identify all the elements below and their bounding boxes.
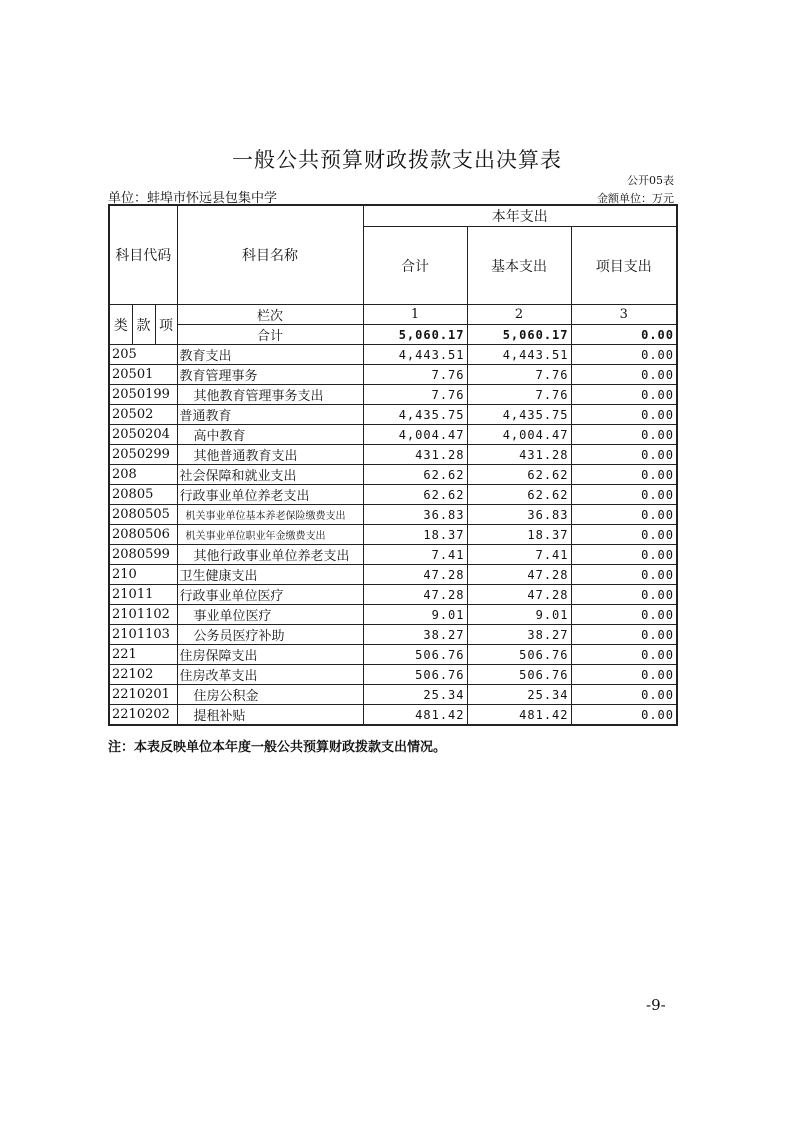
row-basic: 25.34 xyxy=(467,685,571,705)
row-basic: 506.76 xyxy=(467,645,571,665)
row-code: 221 xyxy=(109,645,177,665)
row-project: 0.00 xyxy=(571,705,677,726)
row-project: 0.00 xyxy=(571,425,677,445)
table-row xyxy=(109,645,677,665)
row-code: 21011 xyxy=(109,585,177,605)
row-basic: 4,443.51 xyxy=(467,345,571,365)
row-basic: 431.28 xyxy=(467,445,571,465)
row-basic: 18.37 xyxy=(467,525,571,545)
reporting-unit: 单位：蚌埠市怀远县包集中学 xyxy=(108,191,278,206)
table-row xyxy=(109,665,677,685)
row-basic: 4,435.75 xyxy=(467,405,571,425)
row-basic: 7.76 xyxy=(467,385,571,405)
amount-unit: 金额单位：万元 xyxy=(597,192,674,205)
row-code: 210 xyxy=(109,565,177,585)
header-code: 科目代码 xyxy=(109,205,177,305)
row-total: 506.76 xyxy=(363,665,467,685)
header-lei: 类 xyxy=(109,305,132,345)
row-project: 0.00 xyxy=(571,565,677,585)
row-name: 住房保障支出 xyxy=(177,645,363,665)
row-name: 行政事业单位养老支出 xyxy=(177,485,363,505)
row-code: 20502 xyxy=(109,405,177,425)
page-title: 一般公共预算财政拨款支出决算表 xyxy=(232,148,562,172)
row-basic: 4,004.47 xyxy=(467,425,571,445)
row-total: 4,435.75 xyxy=(363,405,467,425)
header-column-label: 栏次 xyxy=(177,305,363,325)
table-row xyxy=(109,485,677,505)
form-number: 公开05表 xyxy=(627,174,674,187)
row-code: 2050199 xyxy=(109,385,177,405)
row-name: 行政事业单位医疗 xyxy=(177,585,363,605)
row-name: 高中教育 xyxy=(177,425,363,445)
total-row-basic: 5,060.17 xyxy=(467,325,571,345)
table-row xyxy=(109,385,677,405)
table-row xyxy=(109,465,677,485)
row-name: 其他教育管理事务支出 xyxy=(177,385,363,405)
table-row xyxy=(109,425,677,445)
row-project: 0.00 xyxy=(571,545,677,565)
table-row xyxy=(109,445,677,465)
row-project: 0.00 xyxy=(571,585,677,605)
row-name: 公务员医疗补助 xyxy=(177,625,363,645)
row-basic: 38.27 xyxy=(467,625,571,645)
row-total: 7.76 xyxy=(363,385,467,405)
row-total: 25.34 xyxy=(363,685,467,705)
row-name: 其他普通教育支出 xyxy=(177,445,363,465)
row-name: 提租补贴 xyxy=(177,705,363,726)
header-name: 科目名称 xyxy=(177,205,363,305)
row-basic: 47.28 xyxy=(467,565,571,585)
table-row xyxy=(109,365,677,385)
row-code: 20805 xyxy=(109,485,177,505)
row-code: 2050299 xyxy=(109,445,177,465)
row-name: 教育支出 xyxy=(177,345,363,365)
row-code: 2101102 xyxy=(109,605,177,625)
row-total: 62.62 xyxy=(363,485,467,505)
row-project: 0.00 xyxy=(571,665,677,685)
header-col-2: 2 xyxy=(467,305,571,325)
row-code: 2080505 xyxy=(109,505,177,525)
row-code: 2050204 xyxy=(109,425,177,445)
row-total: 38.27 xyxy=(363,625,467,645)
row-total: 62.62 xyxy=(363,465,467,485)
row-total: 7.76 xyxy=(363,365,467,385)
header-current-year: 本年支出 xyxy=(363,205,677,227)
footnote: 注：本表反映单位本年度一般公共预算财政拨款支出情况。 xyxy=(108,740,447,755)
row-code: 2210201 xyxy=(109,685,177,705)
row-name: 其他行政事业单位养老支出 xyxy=(177,545,363,565)
row-basic: 7.76 xyxy=(467,365,571,385)
table-row xyxy=(109,685,677,705)
row-project: 0.00 xyxy=(571,525,677,545)
table-row xyxy=(109,705,677,726)
row-basic: 36.83 xyxy=(467,505,571,525)
row-project: 0.00 xyxy=(571,465,677,485)
row-total: 506.76 xyxy=(363,645,467,665)
row-basic: 62.62 xyxy=(467,485,571,505)
row-total: 18.37 xyxy=(363,525,467,545)
row-total: 9.01 xyxy=(363,605,467,625)
row-code: 20501 xyxy=(109,365,177,385)
table-row xyxy=(109,585,677,605)
row-total: 36.83 xyxy=(363,505,467,525)
row-code: 2080506 xyxy=(109,525,177,545)
header-project: 项目支出 xyxy=(571,227,677,305)
row-code: 208 xyxy=(109,465,177,485)
table-row xyxy=(109,405,677,425)
table-row xyxy=(109,525,677,545)
row-code: 2101103 xyxy=(109,625,177,645)
row-name: 住房公积金 xyxy=(177,685,363,705)
row-basic: 481.42 xyxy=(467,705,571,726)
row-project: 0.00 xyxy=(571,645,677,665)
row-name: 社会保障和就业支出 xyxy=(177,465,363,485)
row-project: 0.00 xyxy=(571,445,677,465)
row-total: 431.28 xyxy=(363,445,467,465)
row-name: 卫生健康支出 xyxy=(177,565,363,585)
row-name: 机关事业单位基本养老保险缴费支出 xyxy=(177,505,363,525)
table-row xyxy=(109,625,677,645)
row-total: 7.41 xyxy=(363,545,467,565)
row-project: 0.00 xyxy=(571,605,677,625)
row-total: 4,004.47 xyxy=(363,425,467,445)
row-project: 0.00 xyxy=(571,625,677,645)
row-basic: 9.01 xyxy=(467,605,571,625)
header-col-3: 3 xyxy=(571,305,677,325)
table-row xyxy=(109,505,677,525)
row-name: 普通教育 xyxy=(177,405,363,425)
row-project: 0.00 xyxy=(571,345,677,365)
row-code: 2080599 xyxy=(109,545,177,565)
page-number: -9- xyxy=(646,996,666,1014)
header-xiang: 项 xyxy=(155,305,177,345)
row-project: 0.00 xyxy=(571,405,677,425)
row-project: 0.00 xyxy=(571,385,677,405)
row-basic: 506.76 xyxy=(467,665,571,685)
row-basic: 47.28 xyxy=(467,585,571,605)
row-name: 事业单位医疗 xyxy=(177,605,363,625)
row-basic: 62.62 xyxy=(467,465,571,485)
row-code: 22102 xyxy=(109,665,177,685)
row-project: 0.00 xyxy=(571,485,677,505)
header-kuan: 款 xyxy=(132,305,155,345)
row-total: 47.28 xyxy=(363,565,467,585)
row-name: 机关事业单位职业年金缴费支出 xyxy=(177,525,363,545)
row-project: 0.00 xyxy=(571,365,677,385)
header-total: 合计 xyxy=(363,227,467,305)
row-basic: 7.41 xyxy=(467,545,571,565)
row-project: 0.00 xyxy=(571,505,677,525)
total-row-project: 0.00 xyxy=(571,325,677,345)
table-row xyxy=(109,565,677,585)
table-row xyxy=(109,345,677,365)
row-name: 教育管理事务 xyxy=(177,365,363,385)
expenditure-table xyxy=(108,204,678,726)
total-row-label: 合计 xyxy=(177,325,363,345)
header-col-1: 1 xyxy=(363,305,467,325)
table-row xyxy=(109,605,677,625)
row-code: 205 xyxy=(109,345,177,365)
row-total: 4,443.51 xyxy=(363,345,467,365)
row-code: 2210202 xyxy=(109,705,177,726)
table-row xyxy=(109,545,677,565)
row-project: 0.00 xyxy=(571,685,677,705)
row-name: 住房改革支出 xyxy=(177,665,363,685)
row-total: 481.42 xyxy=(363,705,467,726)
header-basic: 基本支出 xyxy=(467,227,571,305)
row-total: 47.28 xyxy=(363,585,467,605)
total-row-total: 5,060.17 xyxy=(363,325,467,345)
